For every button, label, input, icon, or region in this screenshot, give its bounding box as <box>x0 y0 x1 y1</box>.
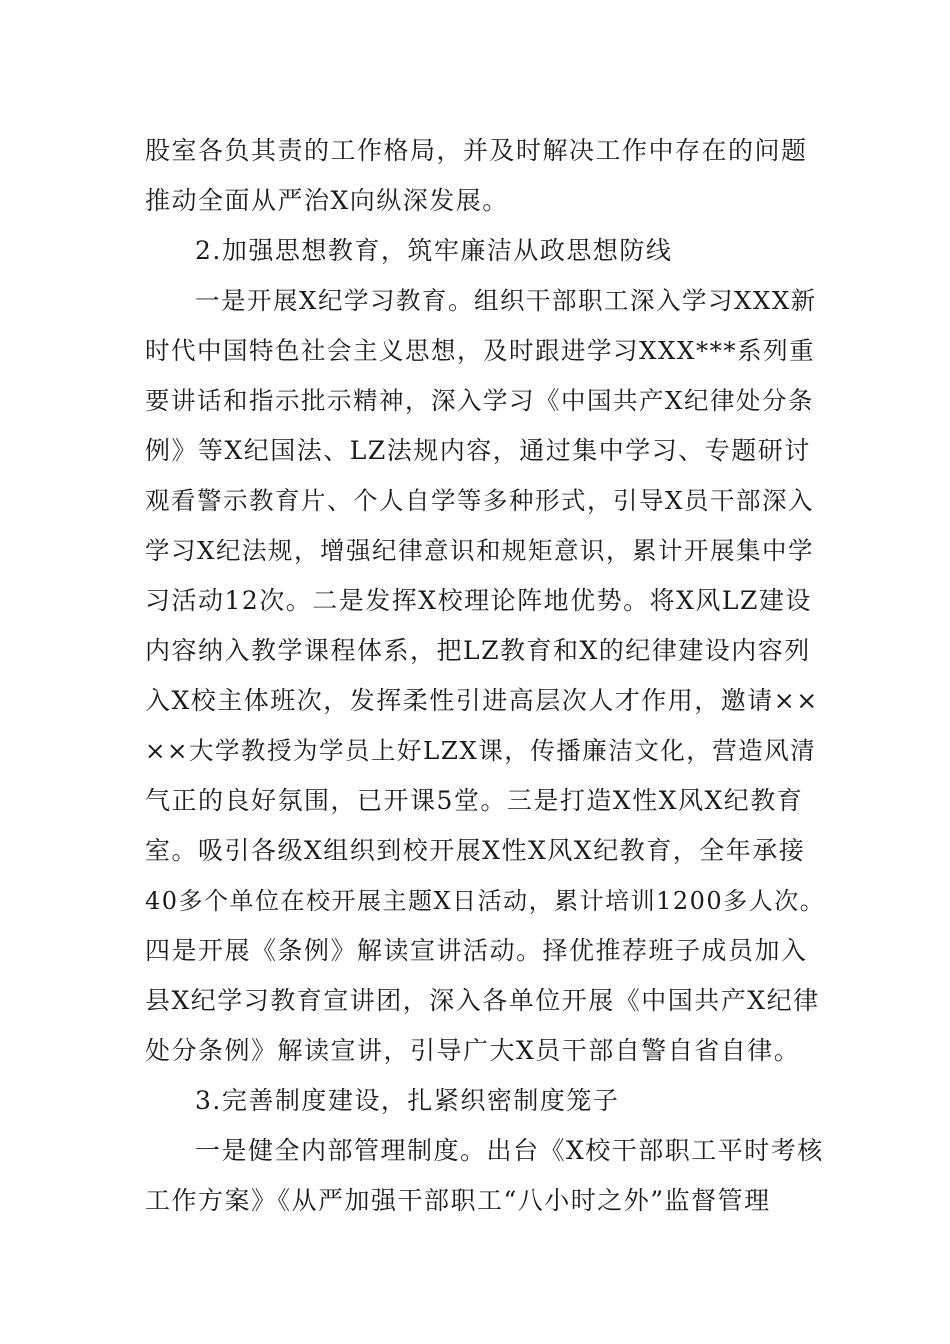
paragraph-line: 习活动12次。二是发挥X校理论阵地优势。将X风LZ建设 <box>145 586 812 615</box>
section-heading: 2.加强思想教育，筑牢廉洁从政思想防线 <box>195 236 673 265</box>
paragraph-line: 股室各负其责的工作格局，并及时解决工作中存在的问题 <box>145 136 808 165</box>
paragraph-line: 学习X纪法规，增强纪律意识和规矩意识，累计开展集中学 <box>145 536 814 565</box>
paragraph-line: 工作方案》《从严加强干部职工“八小时之外”监督管理 <box>145 1186 771 1215</box>
paragraph-line: 一是开展X纪学习教育。组织干部职工深入学习XXX新 <box>195 286 817 315</box>
paragraph-line: 例》等X纪国法、LZ法规内容，通过集中学习、专题研讨 <box>145 436 811 465</box>
paragraph-line: 四是开展《条例》解读宣讲活动。择优推荐班子成员加入 <box>145 936 808 965</box>
paragraph-line: 内容纳入教学课程体系，把LZ教育和X的纪律建设内容列 <box>145 636 811 665</box>
paragraph-line: 时代中国特色社会主义思想，及时跟进学习XXX***系列重 <box>145 336 816 365</box>
paragraph-line: 40多个单位在校开展主题X日活动，累计培训1200多人次。 <box>145 887 826 915</box>
paragraph-line: 室。吸引各级X组织到校开展X性X风X纪教育，全年承接 <box>145 836 806 865</box>
paragraph-line: ××大学教授为学员上好LZX课，传播廉洁文化，营造风清 <box>145 736 817 765</box>
paragraph-line: 要讲话和指示批示精神，深入学习《中国共产X纪律处分条 <box>145 386 814 415</box>
paragraph-line: 推动全面从严治X向纵深发展。 <box>145 186 509 215</box>
paragraph-line: 观看警示教育片、个人自学等多种形式，引导X员干部深入 <box>145 486 814 515</box>
paragraph-line: 处分条例》解读宣讲，引导广大X员干部自警自省自律。 <box>145 1036 801 1065</box>
paragraph-line: 县X纪学习教育宣讲团，深入各单位开展《中国共产X纪律 <box>145 986 820 1015</box>
section-heading: 3.完善制度建设，扎紧织密制度笼子 <box>195 1086 620 1115</box>
paragraph-line: 一是健全内部管理制度。出台《X校干部职工平时考核 <box>195 1136 824 1165</box>
paragraph-line: 入X校主体班次，发挥柔性引进高层次人才作用，邀请×× <box>145 686 819 715</box>
paragraph-line: 气正的良好氛围，已开课5堂。三是打造X性X风X纪教育 <box>145 786 804 815</box>
